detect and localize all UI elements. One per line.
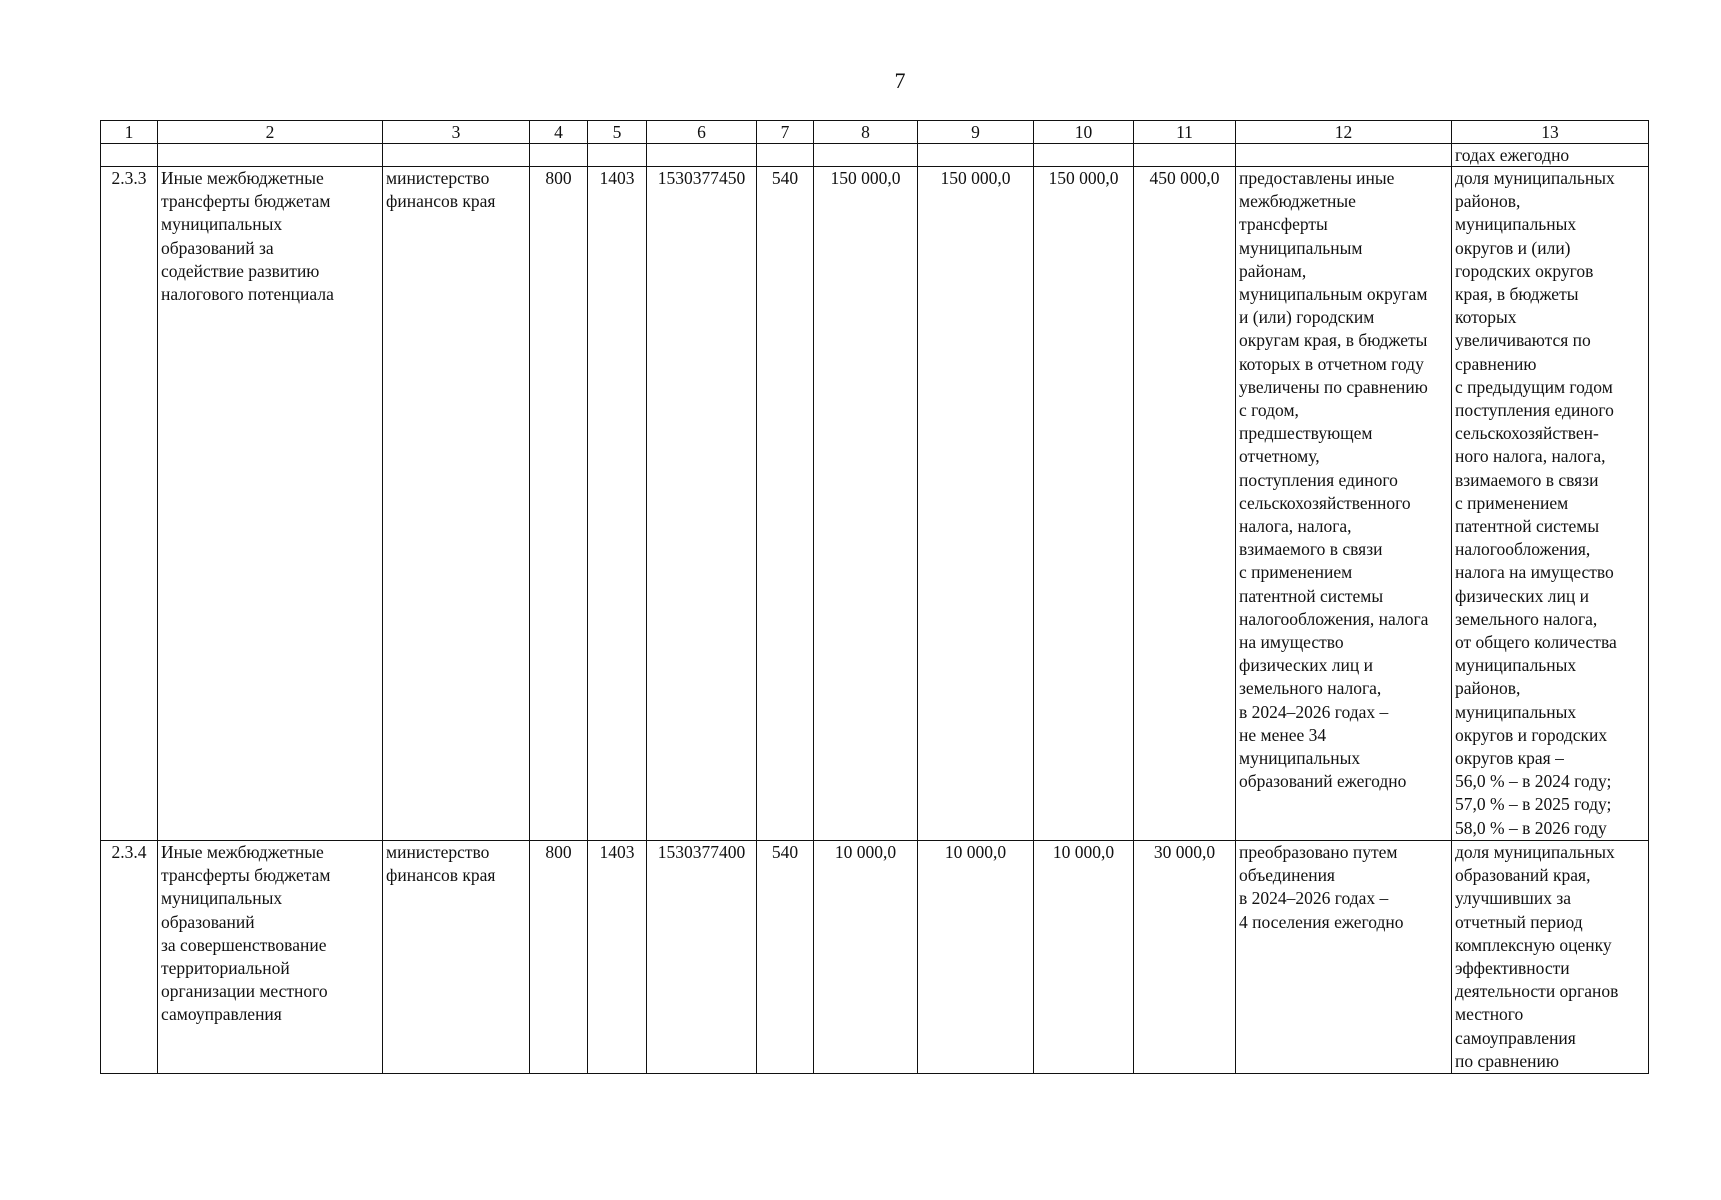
amount-total: 450 000,0 — [1134, 167, 1236, 841]
row-code: 2.3.4 — [101, 840, 158, 1073]
column-number: 10 — [1034, 121, 1134, 144]
column-number: 7 — [757, 121, 814, 144]
table-row — [101, 167, 1649, 841]
amount-2026: 10 000,0 — [1034, 840, 1134, 1073]
empty-cell — [588, 144, 647, 167]
column-number: 11 — [1134, 121, 1236, 144]
empty-cell — [757, 144, 814, 167]
empty-cell — [918, 144, 1034, 167]
continuation-text: годах ежегодно — [1452, 144, 1649, 167]
amount-2026: 150 000,0 — [1034, 167, 1134, 841]
column-number: 1 — [101, 121, 158, 144]
csr-code: 1530377450 — [647, 167, 757, 841]
empty-cell — [814, 144, 918, 167]
expected-result: предоставлены иные межбюджетные трансферты муниципальным районам, муниципальным округам и (или) городским округам края, в бюджеты которых в отчетном году увеличены по сравнению с годом, предшествующем отчетному, поступления единого сельскохозяйственного налога, налога, взимаемого в связи с применением патентной системы налогообложения, налога на имущество физических лиц и земельного налога, в 2024–2026 годах – не менее 34 муниципальных образований ежегодно — [1236, 167, 1452, 841]
column-number: 5 — [588, 121, 647, 144]
column-number: 9 — [918, 121, 1034, 144]
column-number: 3 — [383, 121, 530, 144]
column-number: 6 — [647, 121, 757, 144]
activity-name: Иные межбюджетные трансферты бюджетам муниципальных образований за совершенствование территориальной организации местного самоуправления — [158, 840, 383, 1073]
empty-cell — [158, 144, 383, 167]
amount-2024: 150 000,0 — [814, 167, 918, 841]
indicator: доля муниципальных образований края, улучшивших за отчетный период комплексную оценку эффективности деятельности органов местного самоуправления по сравнению — [1452, 840, 1649, 1073]
empty-cell — [1034, 144, 1134, 167]
column-number: 8 — [814, 121, 918, 144]
empty-cell — [530, 144, 588, 167]
continuation-row — [101, 144, 1649, 167]
empty-cell — [383, 144, 530, 167]
empty-cell — [1236, 144, 1452, 167]
table-row — [101, 840, 1649, 1073]
amount-2025: 150 000,0 — [918, 167, 1034, 841]
column-number: 4 — [530, 121, 588, 144]
column-number: 2 — [158, 121, 383, 144]
rzpr-code: 1403 — [588, 167, 647, 841]
expected-result: преобразовано путем объединения в 2024–2026 годах – 4 поселения ежегодно — [1236, 840, 1452, 1073]
column-number: 13 — [1452, 121, 1649, 144]
empty-cell — [647, 144, 757, 167]
program-activities-table — [100, 120, 1649, 1074]
amount-2024: 10 000,0 — [814, 840, 918, 1073]
grbs-code: 800 — [530, 840, 588, 1073]
empty-cell — [1134, 144, 1236, 167]
amount-2025: 10 000,0 — [918, 840, 1034, 1073]
vr-code: 540 — [757, 167, 814, 841]
row-code: 2.3.3 — [101, 167, 158, 841]
column-number: 12 — [1236, 121, 1452, 144]
empty-cell — [101, 144, 158, 167]
grbs-code: 800 — [530, 167, 588, 841]
csr-code: 1530377400 — [647, 840, 757, 1073]
amount-total: 30 000,0 — [1134, 840, 1236, 1073]
page-number: 7 — [894, 68, 906, 93]
executor: министерство финансов края — [383, 840, 530, 1073]
rzpr-code: 1403 — [588, 840, 647, 1073]
executor: министерство финансов края — [383, 167, 530, 841]
vr-code: 540 — [757, 840, 814, 1073]
activity-name: Иные межбюджетные трансферты бюджетам муниципальных образований за содействие развитию налогового потенциала — [158, 167, 383, 841]
indicator: доля муниципальных районов, муниципальных округов и (или) городских округов края, в бюджеты которых увеличиваются по сравнению с предыдущим годом поступления единого сельскохозяйствен- ного налога, налога, взимаемого в связи с применением патентной системы налогообложения, налога на имущество физических лиц и земельного налога, от общего количества муниципальных районов, муниципальных округов и городских округов края – 56,0 % – в 2024 году; 57,0 % – в 2025 году; 58,0 % – в 2026 году — [1452, 167, 1649, 841]
column-number-row — [101, 121, 1649, 144]
